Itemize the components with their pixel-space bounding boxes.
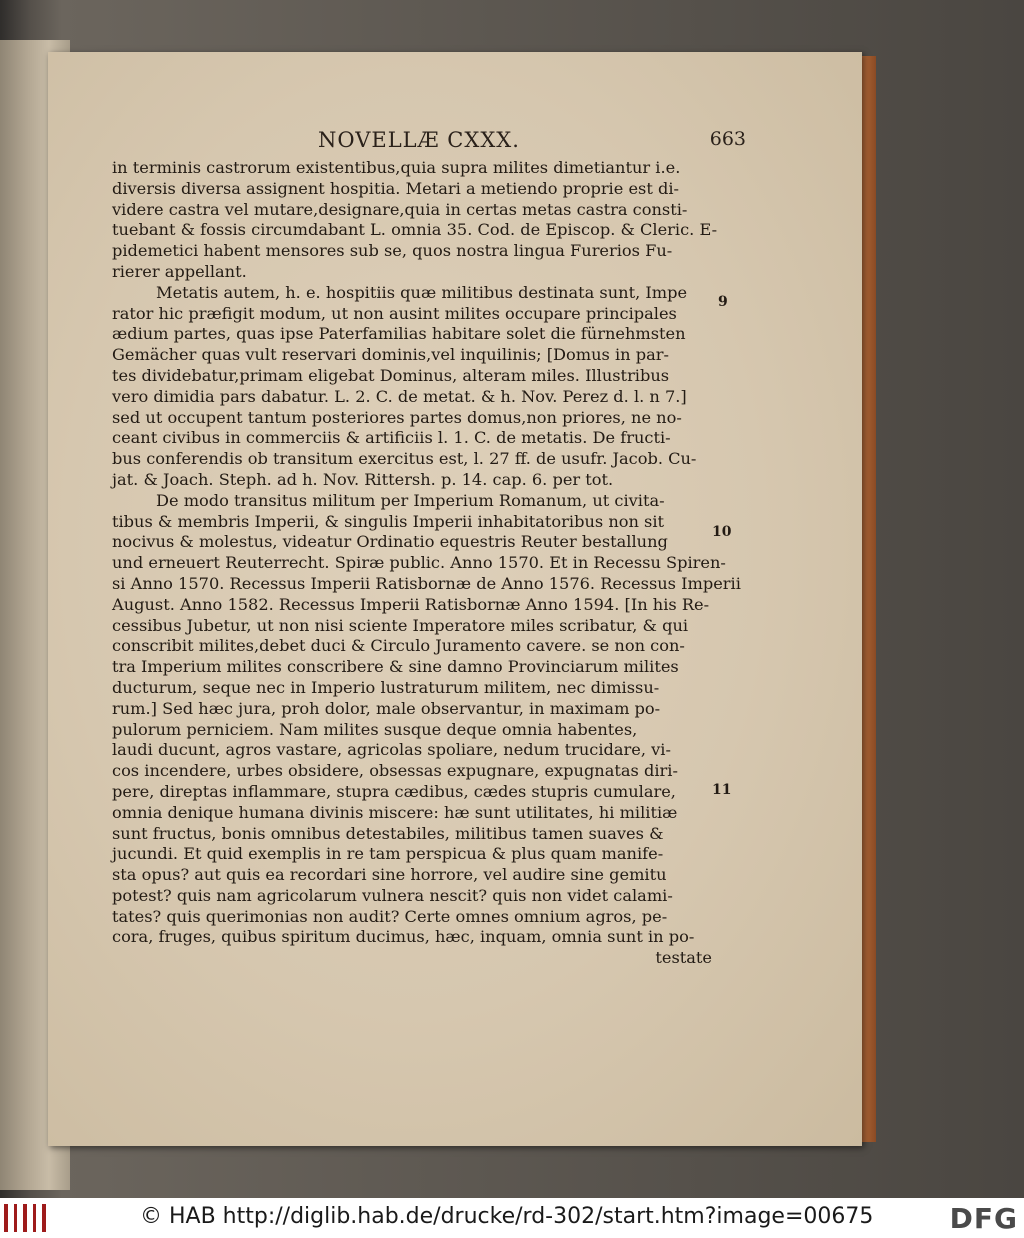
text-line: rum.] Sed hæc jura, proh dolor, male observantur, in maximam po- xyxy=(112,698,661,718)
text-line: ducturum, seque nec in Imperio lustraturum militem, nec dimissu- xyxy=(112,677,660,697)
text-line: omnia denique humana divinis miscere: hæ sunt utilitates, hi militiæ xyxy=(112,802,678,822)
body-text xyxy=(112,158,741,969)
text-line: bus conferendis ob transitum exercitus est, l. 27 ff. de usufr. Jacob. Cu- xyxy=(112,449,697,469)
text-line: sta opus? aut quis ea recordari sine horrore, vel audire sine gemitu xyxy=(112,865,667,885)
text-line: jucundi. Et quid exemplis in re tam perspicua & plus quam manife- xyxy=(112,844,664,864)
text-line: tes dividebatur,primam eligebat Dominus, alteram miles. Illustribus xyxy=(112,365,670,385)
book-page xyxy=(48,52,862,1146)
text-line: diversis diversa assignent hospitia. Metari a metiendo proprie est di- xyxy=(112,178,680,198)
text-line: ceant civibus in commerciis & artificiis l. 1. C. de metatis. De fructi- xyxy=(112,428,671,448)
text-line: cos incendere, urbes obsidere, obsessas expugnare, expugnatas diri- xyxy=(112,761,678,781)
margin-note-10: 10 xyxy=(712,524,732,540)
dfg-logo: DFG xyxy=(949,1202,1018,1235)
text-line: in terminis castrorum existentibus,quia supra milites dimetiantur i.e. xyxy=(112,158,681,177)
text-line: August. Anno 1582. Recessus Imperii Ratisbornæ Anno 1594. [In his Re- xyxy=(112,594,710,614)
text-line: Metatis autem, h. e. hospitiis quæ militibus destinata sunt, Impe xyxy=(156,282,688,302)
text-line: tibus & membris Imperii, & singulis Imperii inhabitatoribus non sit xyxy=(112,511,665,531)
text-line: laudi ducunt, agros vastare, agricolas spoliare, nedum trucidare, vi- xyxy=(112,740,671,760)
text-line: jat. & Joach. Steph. ad h. Nov. Rittersh. p. 14. cap. 6. per tot. xyxy=(112,469,614,489)
text-line: rator hic præfigit modum, ut non ausint milites occupare principales xyxy=(112,303,677,323)
text-line: tates? quis querimonias non audit? Certe omnes omnium agros, pe- xyxy=(112,906,668,926)
text-line: und erneuert Reuterrecht. Spiræ public. Anno 1570. Et in Recessu Spiren- xyxy=(112,553,726,573)
page-header xyxy=(48,128,862,158)
text-line: De modo transitus militum per Imperium Romanum, ut civita- xyxy=(156,490,665,510)
page-edge xyxy=(862,56,876,1142)
text-line: tra Imperium milites conscribere & sine damno Provinciarum milites xyxy=(112,657,679,677)
text-line: nocivus & molestus, videatur Ordinatio equestris Reuter bestallung xyxy=(112,532,668,552)
text-line: videre castra vel mutare,designare,quia in certas metas castra consti- xyxy=(112,199,688,219)
text-line: pulorum perniciem. Nam milites susque deque omnia habentes, xyxy=(112,719,638,739)
hab-logo-icon xyxy=(4,1204,46,1232)
page-number: 663 xyxy=(709,128,746,150)
text-line: conscribit milites,debet duci & Circulo Juramento cavere. se non con- xyxy=(112,636,685,656)
running-title: NOVELLÆ CXXX. xyxy=(318,128,520,152)
viewer-footer xyxy=(0,1198,1024,1238)
text-line: sed ut occupent tantum posteriores partes domus,non priores, ne no- xyxy=(112,407,682,427)
text-line: tuebant & fossis circumdabant L. omnia 35. Cod. de Episcop. & Cleric. E- xyxy=(112,220,718,240)
text-line: pere, direptas inflammare, stupra cædibus, cædes stupris cumulare, xyxy=(112,781,676,801)
text-line: testate xyxy=(655,948,712,968)
text-line: cessibus Jubetur, ut non nisi sciente Imperatore miles scribatur, & qui xyxy=(112,615,689,635)
text-line: vero dimidia pars dabatur. L. 2. C. de metat. & h. Nov. Perez d. l. n 7.] xyxy=(112,386,687,406)
text-line: potest? quis nam agricolarum vulnera nescit? quis non videt calami- xyxy=(112,885,673,905)
text-line: sunt fructus, bonis omnibus detestabiles, militibus tamen suaves & xyxy=(112,823,664,843)
text-line: rierer appellant. xyxy=(112,261,247,281)
text-line: Gemächer quas vult reservari dominis,vel inquilinis; [Domus in par- xyxy=(112,345,669,365)
credit-link[interactable]: © HAB http://diglib.hab.de/drucke/rd-302/start.htm?image=00675 xyxy=(140,1204,874,1229)
text-line: si Anno 1570. Recessus Imperii Ratisbornæ de Anno 1576. Recessus Imperii xyxy=(112,573,741,593)
text-line: ædium partes, quas ipse Paterfamilias habitare solet die fürnehmsten xyxy=(112,324,686,344)
margin-note-11: 11 xyxy=(712,782,732,798)
text-line: cora, fruges, quibus spiritum ducimus, hæc, inquam, omnia sunt in po- xyxy=(112,927,695,947)
text-line: pidemetici habent mensores sub se, quos nostra lingua Furerios Fu- xyxy=(112,241,673,261)
margin-note-9: 9 xyxy=(718,294,728,310)
